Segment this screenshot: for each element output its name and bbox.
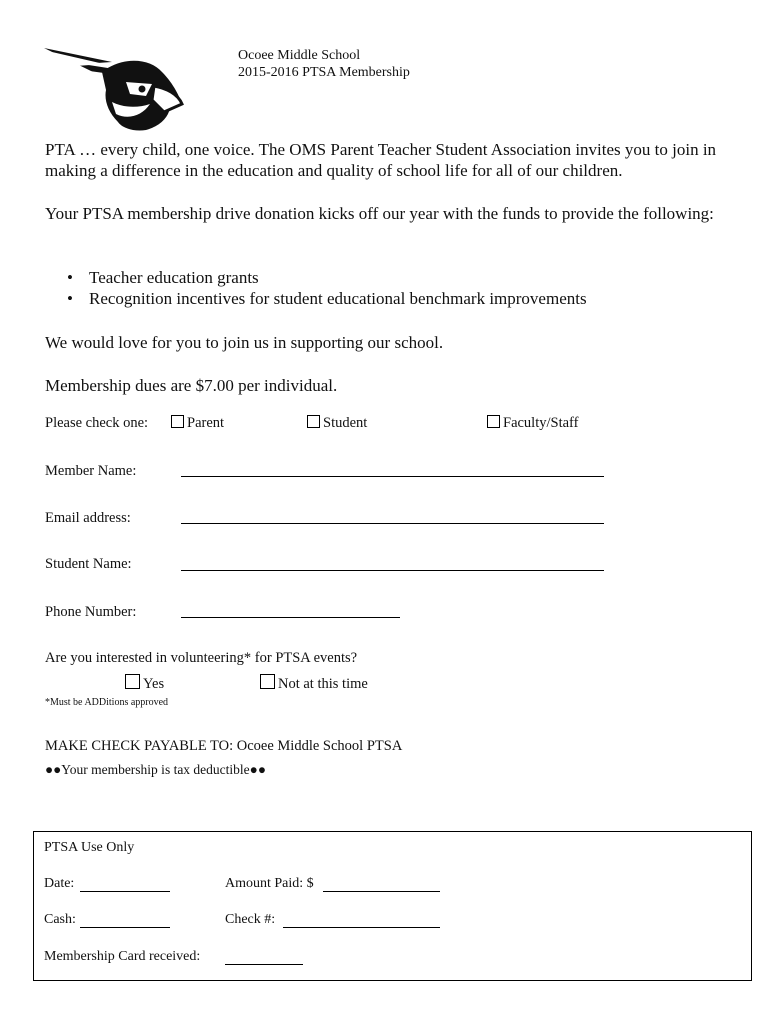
list-item: • Teacher education grants (45, 267, 745, 288)
tax-text: ●●Your membership is tax deductible●● (45, 762, 266, 777)
student-name-label: Student Name: (45, 556, 132, 572)
volunteer-no-option[interactable] (260, 674, 368, 693)
faculty-option[interactable] (487, 415, 578, 432)
email-label: Email address: (45, 510, 131, 526)
parent-option[interactable] (171, 415, 224, 432)
volunteer-footnote: *Must be ADDitions approved (45, 697, 169, 708)
list-item: • Recognition incentives for student educational benchmark improvements (45, 288, 745, 309)
benefits-list (45, 267, 745, 309)
date-field[interactable] (80, 891, 170, 892)
volunteer-yes-label: Yes (143, 676, 165, 692)
check-number-field[interactable] (283, 927, 440, 928)
intro-paragraph: PTA … every child, one voice. The OMS Parent Teacher Student Association invites you to join in making a difference in the education and quality of school life for all of our children. (45, 140, 717, 180)
student-name-field[interactable] (181, 570, 604, 571)
support-text: We would love for you to join us in supporting our school. (45, 333, 444, 352)
check-number-label: Check #: (225, 912, 276, 927)
amount-paid-field[interactable] (323, 891, 440, 892)
phone-label: Phone Number: (45, 604, 137, 620)
student-option[interactable] (307, 415, 367, 432)
drive-paragraph: Your PTSA membership drive donation kicks off our year with the funds to provide the following: (45, 204, 714, 223)
document-title: 2015-2016 PTSA Membership (238, 65, 410, 80)
student-checkbox[interactable] (307, 415, 320, 428)
check-one-label: Please check one: (45, 415, 149, 431)
date-label: Date: (44, 876, 75, 891)
use-only-title: PTSA Use Only (44, 840, 135, 855)
cash-field[interactable] (80, 927, 170, 928)
volunteer-yes-option[interactable] (125, 674, 164, 693)
card-received-field[interactable] (225, 964, 303, 965)
dues-text: Membership dues are $7.00 per individual. (45, 376, 338, 395)
parent-label: Parent (187, 415, 225, 431)
member-name-field[interactable] (181, 476, 604, 477)
cardinal-logo-icon (42, 42, 187, 132)
faculty-checkbox[interactable] (487, 415, 500, 428)
faculty-label: Faculty/Staff (503, 415, 579, 431)
volunteer-no-label: Not at this time (278, 676, 368, 692)
email-field[interactable] (181, 523, 604, 524)
volunteer-yes-checkbox[interactable] (125, 674, 140, 689)
student-label: Student (323, 415, 368, 431)
volunteer-no-checkbox[interactable] (260, 674, 275, 689)
parent-checkbox[interactable] (171, 415, 184, 428)
volunteer-question: Are you interested in volunteering* for PTSA events? (45, 650, 358, 666)
document-header (238, 47, 410, 81)
payable-text: MAKE CHECK PAYABLE TO: Ocoee Middle School PTSA (45, 738, 403, 754)
phone-field[interactable] (181, 617, 400, 618)
member-name-label: Member Name: (45, 463, 137, 479)
card-received-label: Membership Card received: (44, 949, 201, 964)
amount-paid-label: Amount Paid: $ (225, 876, 314, 891)
school-name: Ocoee Middle School (238, 48, 361, 63)
cash-label: Cash: (44, 912, 76, 927)
